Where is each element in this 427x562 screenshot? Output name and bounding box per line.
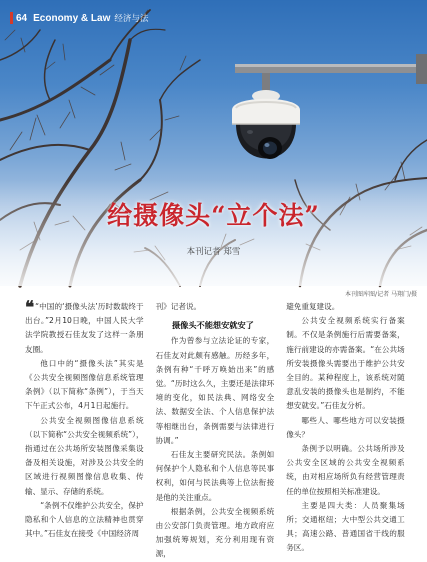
magazine-title: Economy & Law xyxy=(33,12,111,24)
page-number: 64 xyxy=(16,12,28,24)
article-body xyxy=(25,298,405,559)
article-column-1 xyxy=(25,300,144,552)
article-paragraph: 刊》记者说。 xyxy=(155,302,202,311)
article-paragraph: 条例予以明确。公共场所涉及公共安全区域的公共安全视频系统，由对相应场所负有经营管理责任的单位按照相关标准建设。 xyxy=(286,444,405,496)
article-column-3 xyxy=(286,300,405,552)
article-column-2 xyxy=(155,300,275,559)
page-header xyxy=(0,0,427,36)
photo-credit: 本刊图库图/记者 马翔门/摄 xyxy=(345,291,417,298)
quote-mark-icon: ❝ xyxy=(25,298,35,318)
article-byline: 本刊记者 郑雪 xyxy=(186,247,241,257)
article-paragraph: 公共安全视频图像信息系统（以下简称“公共安全视频系统”），指通过在公共场所安装图像采集设备及相关设施，对涉及公共安全的区域进行视频图像信息收集、传输、显示、存储的系统。 xyxy=(25,415,144,496)
article-paragraph: “条例不仅维护公共安全，保护隐私和个人信息的立法精神也贯穿其中。”石佳友在接受《中国经济周 xyxy=(25,500,144,539)
article-paragraph: 避免重复建设。 xyxy=(286,302,340,311)
article-paragraph: 哪些人、哪些地方可以安装摄像头？ xyxy=(286,415,405,439)
article-paragraph: 石佳友主要研究民法。条例如何保护个人隐私和个人信息等民事权利，如何与民法典等上位法衔接是他的关注重点。 xyxy=(155,450,275,502)
article-paragraph: 公共安全视频系统实行备案制。不仅是条例施行后需要备案，施行前建设的亦需备案。“在公共场所安装摄像头需要出于维护公共安全目的。某种程度上，该系统对随意乱安装的摄像头也是制约，不能想安就安。”石佳友分析。 xyxy=(286,316,405,411)
column-name: 经济与法 xyxy=(114,14,149,24)
header-accent-bar xyxy=(10,12,13,24)
article-paragraph: ❝“中国的‘摄像头法’历时数载终于出台。”2月10日晚，中国人民大学法学院教授石佳友发了这样一条朋友圈。 xyxy=(25,298,144,354)
article-paragraph: 作为曾参与立法论证的专家，石佳友对此颇有感触。历经多年，条例有种“千呼万唤始出来”的感觉。“历时这么久，主要还是法律环境的变化，如民法典、网络安全法、数据安全法、个人信息保护法等相继出台，条例需要与法律进行协调。” xyxy=(155,336,275,445)
article-paragraph: 主要是四大类：人员聚集场所；交通枢纽；大中型公共交通工具；高速公路、普通国省干线的服务区。 xyxy=(286,500,405,553)
article-paragraph: 根据条例，公共安全视频系统由公安部门负责管理。地方政府应加强统筹规划，充分利用现有资源， xyxy=(155,506,275,559)
article-headline: 给摄像头“立个法” xyxy=(107,201,320,230)
article-paragraph: 他口中的“摄像头法”其实是《公共安全视频图像信息系统管理条例》（以下简称“条例”），于当天下午正式公布，4月1日起施行。 xyxy=(25,358,144,411)
section-subheading: 摄像头不能想安就安了 xyxy=(171,320,254,331)
security-camera xyxy=(232,99,300,159)
camera-mount xyxy=(252,73,280,102)
